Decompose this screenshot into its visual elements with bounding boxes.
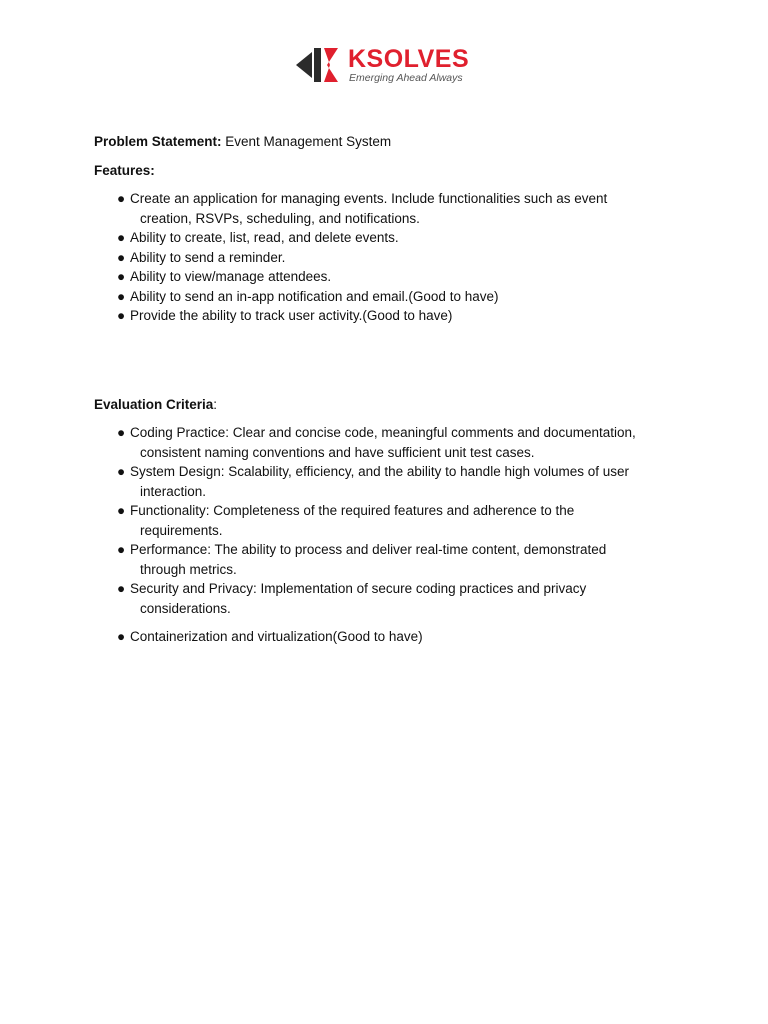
list-item-text-continued: considerations. (140, 600, 231, 616)
list-item-text: Provide the ability to track user activity.(Good to have) (130, 308, 453, 323)
bullet-icon: ● (117, 191, 126, 206)
logo-brand-text: KSOLVES (348, 45, 470, 73)
bullet-icon: ● (117, 269, 126, 284)
list-item (117, 189, 694, 228)
list-item (117, 248, 694, 268)
list-item (117, 579, 694, 618)
list-item-text: Ability to send a reminder. (130, 249, 286, 265)
list-item (117, 287, 694, 307)
logo-tagline: Emerging Ahead Always (349, 72, 463, 84)
list-item (117, 228, 694, 248)
document-body (94, 132, 694, 647)
features-heading: Features: (94, 162, 155, 178)
features-list (94, 189, 694, 326)
list-item (117, 267, 694, 287)
bullet-icon: ● (117, 308, 126, 323)
evaluation-heading (94, 395, 694, 415)
bullet-icon: ● (117, 503, 126, 518)
list-item-text: Ability to create, list, read, and delete events. (130, 230, 399, 245)
evaluation-list (94, 423, 694, 618)
list-spacer (94, 618, 694, 627)
list-item-text: Ability to view/manage attendees. (130, 269, 332, 284)
list-item-text-continued: interaction. (140, 483, 207, 499)
problem-statement-label: Problem Statement: (94, 134, 222, 149)
list-item-text: Functionality: Completeness of the required features and adherence to the (130, 503, 575, 518)
list-item-text-continued: through metrics. (140, 561, 237, 577)
list-item (117, 423, 694, 462)
list-item-text: Ability to send an in-app notification and email.(Good to have) (130, 288, 499, 304)
list-item-text: Coding Practice: Clear and concise code, meaningful comments and documentation, (130, 425, 636, 440)
list-item-text: Containerization and virtualization(Good to have) (130, 629, 423, 644)
bullet-icon: ● (117, 288, 126, 304)
list-item (117, 540, 694, 579)
bullet-icon: ● (117, 464, 126, 479)
bullet-icon: ● (117, 425, 126, 440)
bullet-icon: ● (117, 249, 126, 265)
list-item-text-continued: requirements. (140, 522, 223, 538)
evaluation-heading-text: Evaluation Criteria (94, 396, 214, 412)
section-spacer (94, 326, 694, 395)
list-item (117, 627, 694, 647)
list-item-text: Security and Privacy: Implementation of secure coding practices and privacy (130, 581, 587, 596)
list-item (117, 462, 694, 501)
list-item-text-continued: consistent naming conventions and have sufficient unit test cases. (140, 444, 535, 460)
bullet-icon: ● (117, 629, 126, 644)
list-item-text: Performance: The ability to process and deliver real-time content, demonstrated (130, 542, 607, 557)
evaluation-extra-list (94, 627, 694, 647)
evaluation-heading-colon: : (213, 396, 218, 412)
list-item-text-continued: creation, RSVPs, scheduling, and notifications. (140, 210, 420, 226)
list-item (117, 306, 694, 326)
bullet-icon: ● (117, 542, 126, 557)
problem-statement-value: Event Management System (221, 134, 392, 149)
list-item-text: Create an application for managing events. Include functionalities such as event (130, 191, 608, 206)
bullet-icon: ● (117, 581, 126, 596)
list-item (117, 501, 694, 540)
bullet-icon: ● (117, 230, 126, 245)
list-item-text: System Design: Scalability, efficiency, and the ability to handle high volumes of user (130, 464, 630, 479)
ksolves-logo (294, 44, 474, 90)
ksolves-logo-mark-icon (294, 44, 344, 86)
problem-statement (94, 132, 694, 152)
